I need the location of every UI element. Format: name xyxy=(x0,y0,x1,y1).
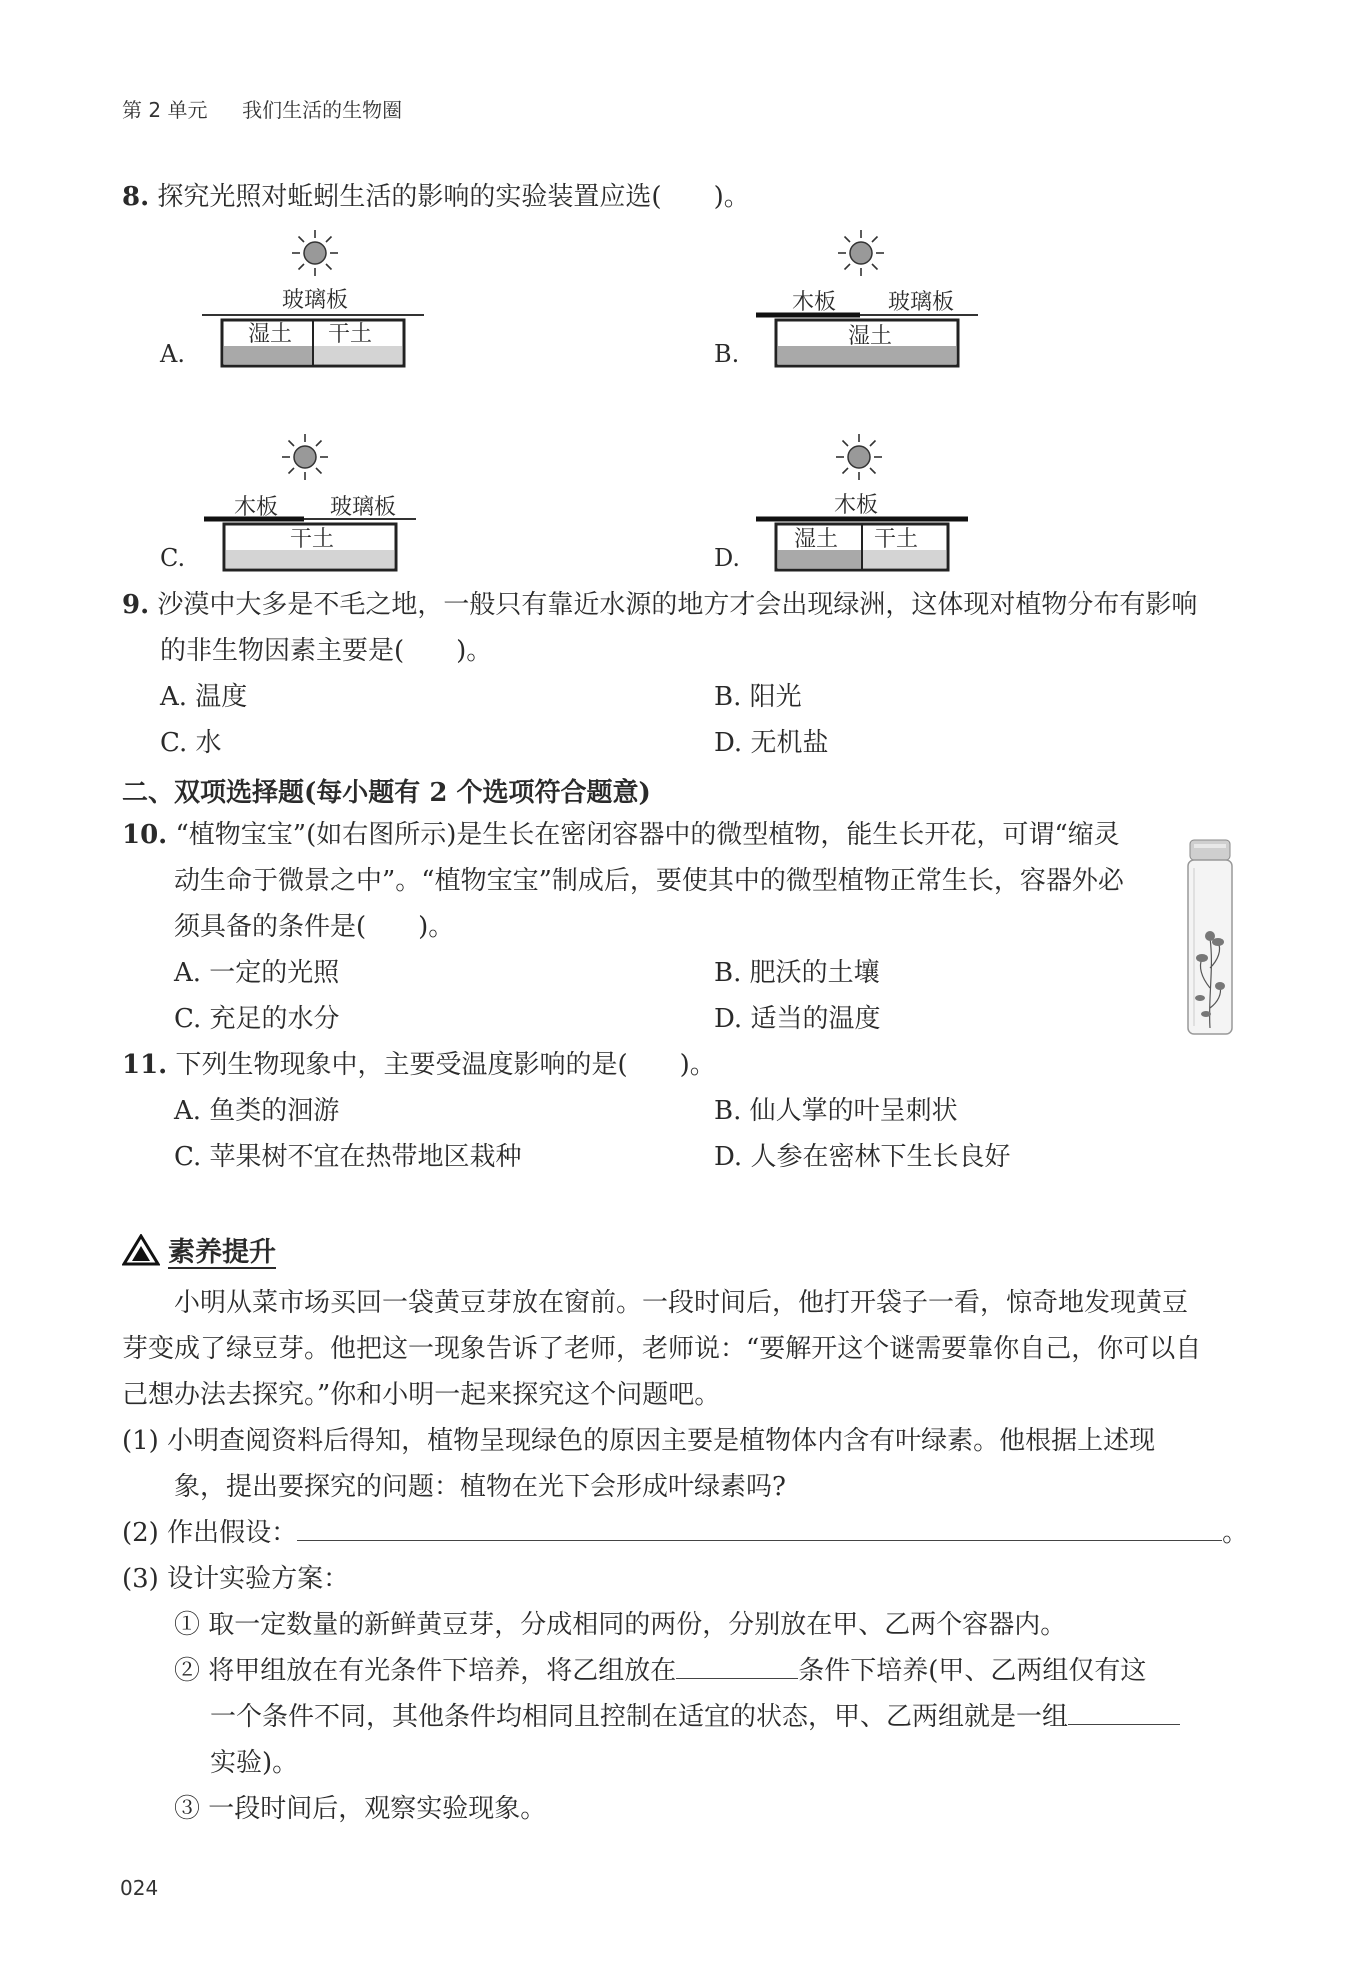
option-a-left-soil: 湿土 xyxy=(248,322,293,347)
question-11-stem xyxy=(122,1048,716,1082)
question-8-stem xyxy=(122,180,750,214)
question-text: 沙漠中大多是不毛之地，一般只有靠近水源的地方才会出现绿洲，这体现对植物分布有影响 xyxy=(157,590,1198,620)
option-d-right-soil: 干土 xyxy=(874,527,919,552)
question-10-line-2: 动生命于微景之中”。“植物宝宝”制成后，要使其中的微型植物正常生长，容器外必 xyxy=(174,866,1124,896)
experiment-type-answer-blank[interactable] xyxy=(1068,1724,1180,1725)
sub-question-1-line-1: (1) 小明查阅资料后得知，植物呈现绿色的原因主要是植物体内含有叶绿素。他根据上述现 xyxy=(122,1426,1156,1456)
option-c-soil: 干土 xyxy=(290,527,335,552)
section-heading: 二、双项选择题(每小题有 2 个选项符合题意) xyxy=(122,778,651,808)
warning-triangle-icon xyxy=(122,1234,160,1266)
q11-option-d: D. 人参在密林下生长良好 xyxy=(714,1142,1011,1172)
sub-question-2-label: (2) 作出假设： xyxy=(122,1518,298,1548)
question-9-line-1 xyxy=(122,588,1197,622)
q10-option-a: A. 一定的光照 xyxy=(174,958,340,988)
condition-answer-blank[interactable] xyxy=(676,1678,798,1679)
plan-step-3: ③ 一段时间后，观察实验现象。 xyxy=(174,1794,547,1824)
option-d-apparatus xyxy=(756,516,968,572)
q11-option-a: A. 鱼类的洄游 xyxy=(174,1096,340,1126)
plan-step-2-line-1 xyxy=(174,1654,1146,1688)
option-d-left-soil: 湿土 xyxy=(794,527,839,552)
literacy-paragraph-line-1: 小明从菜市场买回一袋黄豆芽放在窗前。一段时间后，他打开袋子一看，惊奇地发现黄豆 xyxy=(174,1288,1189,1318)
sub-question-1-line-2: 象，提出要探究的问题：植物在光下会形成叶绿素吗? xyxy=(174,1472,786,1502)
option-c-cover-right-label: 玻璃板 xyxy=(330,495,397,520)
question-10-line-1 xyxy=(122,818,1120,852)
q10-option-c: C. 充足的水分 xyxy=(174,1004,340,1034)
plant-bottle-illustration xyxy=(1180,838,1240,1038)
question-text: “植物宝宝”(如右图所示)是生长在密闭容器中的微型植物，能生长开花，可谓“缩灵 xyxy=(175,820,1120,850)
option-b-soil: 湿土 xyxy=(848,324,893,349)
unit-label: 第 2 单元 xyxy=(122,98,208,122)
q9-option-d: D. 无机盐 xyxy=(714,728,829,758)
question-number: 10. xyxy=(122,820,168,850)
hypothesis-answer-blank[interactable] xyxy=(297,1540,1222,1541)
option-b-cover-right-label: 玻璃板 xyxy=(888,290,955,315)
q9-option-a: A. 温度 xyxy=(160,682,248,712)
sun-icon xyxy=(834,432,884,482)
question-10-line-3: 须具备的条件是( )。 xyxy=(174,912,455,942)
q10-option-d: D. 适当的温度 xyxy=(714,1004,881,1034)
option-c-cover-left-label: 木板 xyxy=(234,495,279,520)
option-a-right-soil: 干土 xyxy=(328,322,373,347)
option-d-cover-label: 木板 xyxy=(834,493,879,518)
question-number: 9. xyxy=(122,590,150,620)
plan-step-2-text-a: ② 将甲组放在有光条件下培养，将乙组放在 xyxy=(174,1656,677,1686)
question-number: 11. xyxy=(122,1050,168,1080)
plan-step-2-text-b: 条件下培养(甲、乙两组仅有这 xyxy=(798,1656,1147,1686)
plan-step-2-line-2 xyxy=(210,1700,1180,1734)
option-b-letter: B. xyxy=(714,340,740,368)
sun-icon xyxy=(836,228,886,278)
page-number: 024 xyxy=(120,1876,159,1900)
q11-option-b: B. 仙人掌的叶呈刺状 xyxy=(714,1096,958,1126)
question-text: 探究光照对蚯蚓生活的影响的实验装置应选( )。 xyxy=(157,182,750,212)
plan-step-2-text-c: 一个条件不同，其他条件均相同且控制在适宜的状态，甲、乙两组就是一组 xyxy=(210,1702,1069,1732)
option-d-letter: D. xyxy=(714,544,741,572)
plan-step-1: ① 取一定数量的新鲜黄豆芽，分成相同的两份，分别放在甲、乙两个容器内。 xyxy=(174,1610,1067,1640)
q9-option-b: B. 阳光 xyxy=(714,682,802,712)
sub-question-2 xyxy=(122,1516,1248,1550)
sun-icon xyxy=(290,228,340,278)
literacy-section-title: 素养提升 xyxy=(168,1237,276,1268)
question-9-line-2: 的非生物因素主要是( )。 xyxy=(160,636,493,666)
running-header xyxy=(122,94,402,123)
sun-icon xyxy=(280,432,330,482)
sub-question-3: (3) 设计实验方案： xyxy=(122,1564,350,1594)
literacy-paragraph-line-3: 己想办法去探究。”你和小明一起来探究这个问题吧。 xyxy=(122,1380,721,1410)
unit-title: 我们生活的生物圈 xyxy=(242,98,403,122)
sentence-end-mark: 。 xyxy=(1222,1518,1249,1548)
question-number: 8. xyxy=(122,182,150,212)
option-b-cover-left-label: 木板 xyxy=(792,290,837,315)
question-text: 下列生物现象中，主要受温度影响的是( )。 xyxy=(175,1050,716,1080)
option-c-letter: C. xyxy=(160,544,186,572)
plan-step-2-line-3: 实验)。 xyxy=(210,1748,299,1778)
option-a-cover-label: 玻璃板 xyxy=(282,288,349,313)
option-a-letter: A. xyxy=(160,340,185,368)
literacy-paragraph-line-2: 芽变成了绿豆芽。他把这一现象告诉了老师，老师说：“要解开这个谜需要靠你自己，你可以自 xyxy=(122,1334,1202,1364)
option-a-apparatus xyxy=(202,312,424,368)
q9-option-c: C. 水 xyxy=(160,728,222,758)
q11-option-c: C. 苹果树不宜在热带地区栽种 xyxy=(174,1142,522,1172)
q10-option-b: B. 肥沃的土壤 xyxy=(714,958,880,988)
